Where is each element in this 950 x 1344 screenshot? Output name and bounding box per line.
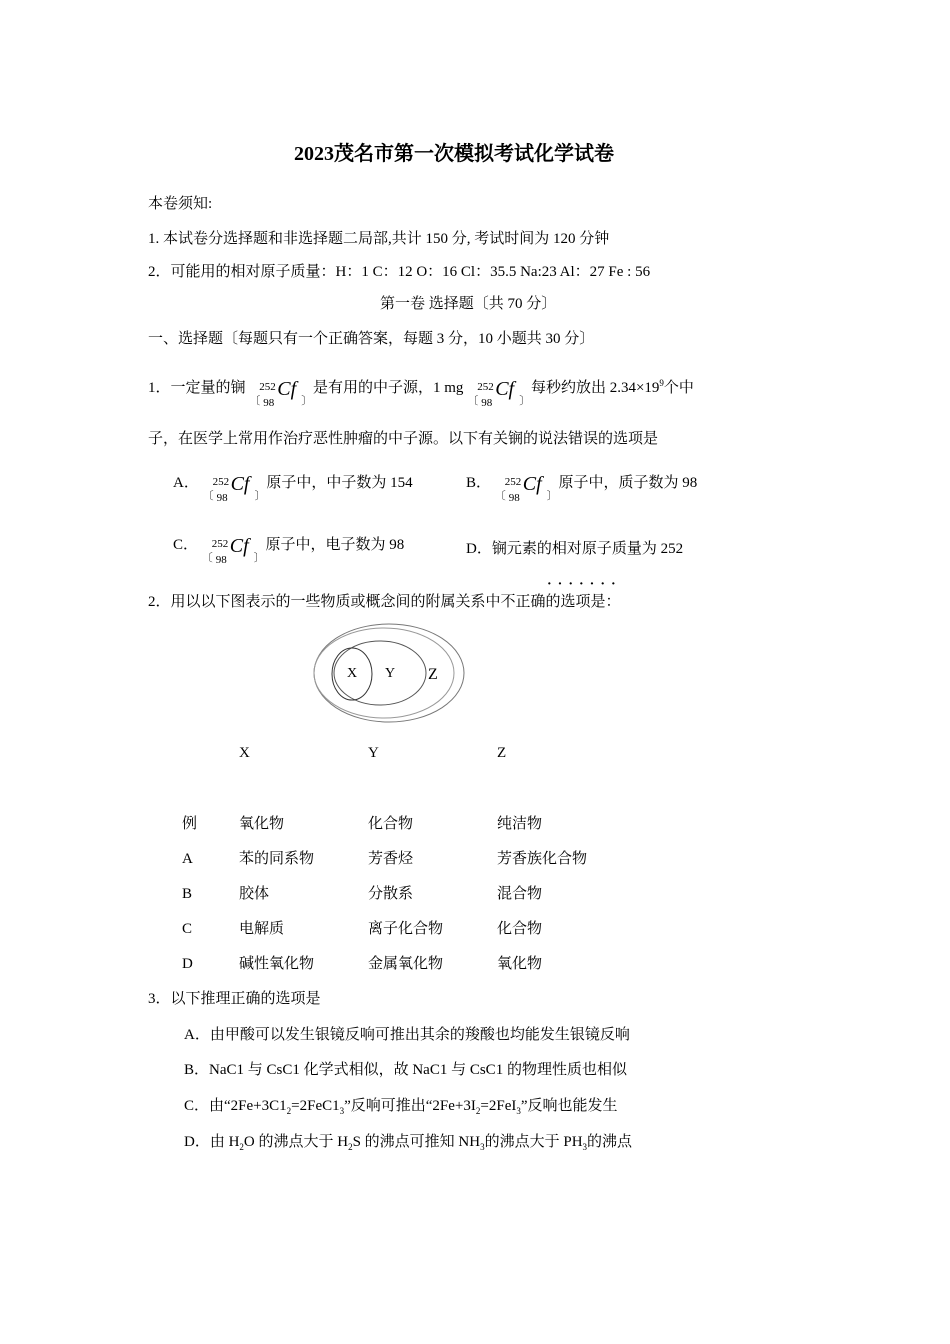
q3-d-part: 的沸点大于 PH: [484, 1134, 583, 1150]
q1-option-b: [466, 468, 698, 504]
row-label: 例: [182, 816, 198, 832]
venn-label-y: Y: [385, 666, 396, 681]
bracket-close: 〕: [519, 394, 531, 407]
venn-label-z: Z: [428, 666, 438, 683]
row-label: B: [182, 886, 193, 902]
q3-d-sub: 3: [582, 1142, 588, 1152]
notice-heading: 本卷须知:: [148, 196, 213, 212]
row-label: C: [182, 921, 193, 937]
q3-c-sub: 2: [475, 1106, 481, 1116]
q1-option-b-label: B．: [466, 475, 492, 491]
q3-c-sub: 3: [516, 1106, 521, 1116]
row-label: D: [182, 956, 193, 972]
row-x: 胶体: [239, 886, 270, 902]
row-z: 氧化物: [497, 956, 543, 972]
row-x: 碱性氧化物: [239, 956, 315, 972]
part1-heading: 一、选择题〔每题只有一个正确答案，每题 3 分，10 小题共 30 分〕: [148, 331, 595, 347]
isotope-mass: 252: [211, 537, 229, 550]
isotope-atomic-number: 98: [216, 491, 228, 504]
q1-option-c-text: 原子中，电子数为 98: [265, 537, 405, 553]
isotope-cf: [467, 376, 531, 409]
row-x: 电解质: [239, 921, 285, 937]
row-label: A: [182, 851, 193, 867]
q1-option-c: [173, 530, 405, 566]
q3-d-part: 的沸点: [587, 1134, 633, 1150]
isotope-atomic-number: 98: [508, 491, 520, 504]
isotope-mass: 252: [259, 380, 276, 393]
q3-c-part: =2FeC1: [291, 1098, 340, 1114]
q1-mid: 是有用的中子源，1 mg: [313, 380, 464, 396]
table-header-z: Z: [497, 745, 507, 761]
isotope-atomic-number: 98: [481, 396, 493, 409]
notice-line-2: 2．可能用的相对原子质量：H：1 C：12 O：16 Cl：35.5 Na:23 Al：27 Fe : 56: [148, 264, 651, 280]
q3-stem: 3．以下推理正确的选项是: [148, 991, 321, 1007]
bracket-close: 〕: [253, 551, 265, 564]
row-y: 芳香烃: [368, 851, 414, 867]
bracket-open: 〔: [201, 551, 213, 564]
isotope-cf: [202, 471, 266, 504]
q1-rate: 每秒约放出 2.34×19: [530, 380, 660, 396]
q3-option-c: [184, 1099, 618, 1116]
isotope-mass: 252: [504, 475, 522, 488]
bracket-open: 〔: [202, 489, 214, 502]
row-x: 氧化物: [239, 816, 285, 832]
isotope-symbol: Cf: [230, 472, 250, 495]
section-title: 第一卷 选择题〔共 70 分〕: [380, 296, 557, 312]
isotope-cf: [201, 533, 265, 566]
venn-label-x: X: [347, 666, 358, 681]
isotope-mass: 252: [212, 475, 230, 488]
isotope-cf: [494, 471, 558, 504]
row-y: 离子化合物: [368, 921, 444, 937]
q1-option-b-text: 原子中，质子数为 98: [558, 475, 698, 491]
venn-diagram: [310, 622, 470, 726]
q3-c-part: =2FeI: [480, 1098, 517, 1114]
q1-option-a-text: 原子中，中子数为 154: [266, 475, 413, 491]
isotope-atomic-number: 98: [215, 553, 227, 566]
q1-exponent: 9: [659, 378, 664, 388]
notice-line-1: 1. 本试卷分选择题和非选择题二局部,共计 150 分, 考试时间为 120 分钟: [148, 231, 610, 247]
q3-d-sub: 3: [480, 1142, 485, 1152]
row-z: 化合物: [497, 921, 543, 937]
isotope-mass: 252: [477, 380, 494, 393]
isotope-cf: [249, 376, 313, 409]
q3-c-part: C．由“2Fe+3C1: [184, 1098, 287, 1114]
q3-d-sub: 2: [348, 1142, 353, 1152]
q1-line-2: 子，在医学上常用作治疗恶性肿瘤的中子源。以下有关锎的说法错误的选项是: [148, 431, 659, 447]
q3-c-sub: 3: [339, 1106, 345, 1116]
q1-option-d: D．锎元素的相对原子质量为 252: [466, 541, 684, 557]
row-y: 分散系: [368, 886, 414, 902]
q1-prefix: 1．一定量的锎: [148, 380, 246, 396]
q2-stem: 2．用以以下图表示的一些物质或概念间的附属关系中不正确的选项是：: [148, 594, 621, 610]
bracket-open: 〔: [467, 394, 479, 407]
q3-c-part: ”反响也能发生: [520, 1098, 618, 1114]
q1-suffix: 个中: [663, 380, 694, 396]
bracket-close: 〕: [546, 489, 558, 502]
row-y: 金属氧化物: [368, 956, 444, 972]
emphasis-dots: ·······: [547, 577, 622, 592]
q3-d-part: O 的沸点大于 H: [243, 1134, 349, 1150]
q1-option-c-label: C．: [173, 537, 199, 553]
q3-d-part: S 的沸点可推知 NH: [352, 1134, 481, 1150]
row-z: 混合物: [497, 886, 543, 902]
isotope-atomic-number: 98: [263, 396, 275, 409]
q3-d-sub: 2: [239, 1142, 244, 1152]
row-y: 化合物: [368, 816, 414, 832]
q3-c-part: ”反响可推出“2Fe+3I: [344, 1098, 476, 1114]
table-header-y: Y: [368, 745, 379, 761]
q3-c-sub: 2: [286, 1106, 292, 1116]
bracket-close: 〕: [254, 489, 266, 502]
row-x: 苯的同系物: [239, 851, 315, 867]
q3-option-d: [184, 1135, 632, 1152]
row-z: 纯洁物: [497, 816, 543, 832]
q1-line-1: [148, 368, 694, 409]
q1-option-a-label: A．: [173, 475, 199, 491]
table-header-x: X: [239, 745, 250, 761]
isotope-symbol: Cf: [277, 377, 297, 400]
isotope-symbol: Cf: [495, 377, 515, 400]
bracket-open: 〔: [494, 489, 506, 502]
row-z: 芳香族化合物: [497, 851, 588, 867]
q3-d-part: D．由 H: [184, 1134, 240, 1150]
bracket-open: 〔: [249, 394, 261, 407]
q1-option-a: [173, 468, 413, 504]
isotope-symbol: Cf: [522, 472, 542, 495]
bracket-close: 〕: [301, 394, 313, 407]
q3-option-a: A．由甲酸可以发生银镜反响可推出其余的羧酸也均能发生银镜反响: [184, 1027, 630, 1043]
q3-option-b: B．NaC1 与 CsC1 化学式相似，故 NaC1 与 CsC1 的物理性质也相似: [184, 1062, 627, 1078]
isotope-symbol: Cf: [229, 534, 249, 557]
exam-title: 2023茂名市第一次模拟考试化学试卷: [294, 143, 614, 165]
